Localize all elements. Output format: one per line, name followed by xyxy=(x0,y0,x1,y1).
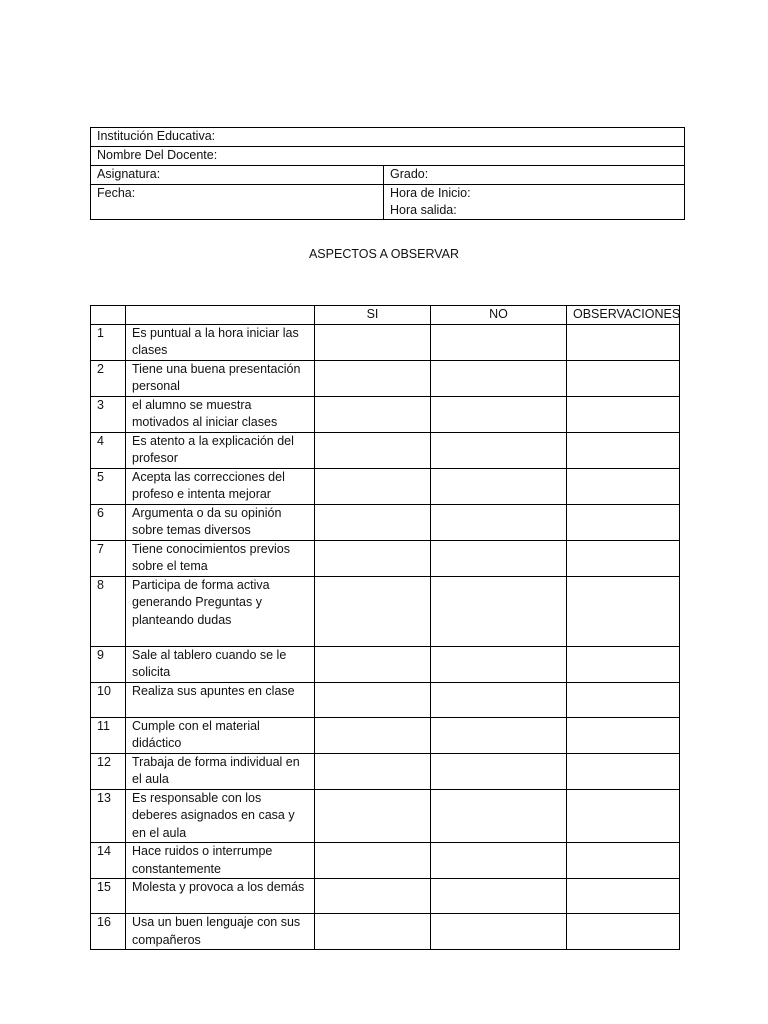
hora-salida-field[interactable]: Hora salida: xyxy=(390,203,457,217)
no-cell[interactable] xyxy=(431,540,567,576)
row-aspect-text: Cumple con el material didáctico xyxy=(126,717,315,753)
si-cell[interactable] xyxy=(315,717,431,753)
header-row-institucion xyxy=(91,128,685,147)
row-number: 13 xyxy=(91,789,126,843)
observaciones-cell[interactable] xyxy=(567,646,680,682)
row-number: 7 xyxy=(91,540,126,576)
row-number: 3 xyxy=(91,396,126,432)
row-number: 15 xyxy=(91,879,126,914)
table-row xyxy=(91,879,680,914)
row-number: 16 xyxy=(91,914,126,950)
si-cell[interactable] xyxy=(315,753,431,789)
row-number: 9 xyxy=(91,646,126,682)
no-cell[interactable] xyxy=(431,914,567,950)
no-cell[interactable] xyxy=(431,468,567,504)
si-cell[interactable] xyxy=(315,540,431,576)
no-cell[interactable] xyxy=(431,682,567,717)
no-cell[interactable] xyxy=(431,717,567,753)
no-cell[interactable] xyxy=(431,843,567,879)
observaciones-cell[interactable] xyxy=(567,540,680,576)
row-aspect-text: Hace ruidos o interrumpe constantemente xyxy=(126,843,315,879)
row-aspect-text: Molesta y provoca a los demás xyxy=(126,879,315,914)
table-header-row xyxy=(91,306,680,325)
table-row xyxy=(91,682,680,717)
institucion-field[interactable]: Institución Educativa: xyxy=(91,128,685,147)
header-info-table xyxy=(90,127,685,220)
no-cell[interactable] xyxy=(431,360,567,396)
si-cell[interactable] xyxy=(315,789,431,843)
observaciones-cell[interactable] xyxy=(567,396,680,432)
row-aspect-text: Es puntual a la hora iniciar las clases xyxy=(126,324,315,360)
observaciones-cell[interactable] xyxy=(567,682,680,717)
hora-inicio-field[interactable]: Hora de Inicio: xyxy=(390,186,471,200)
row-number: 6 xyxy=(91,504,126,540)
table-row xyxy=(91,504,680,540)
row-aspect-text: Es atento a la explicación del profesor xyxy=(126,432,315,468)
observaciones-cell[interactable] xyxy=(567,753,680,789)
observaciones-cell[interactable] xyxy=(567,324,680,360)
table-row xyxy=(91,432,680,468)
si-cell[interactable] xyxy=(315,576,431,646)
si-cell[interactable] xyxy=(315,646,431,682)
si-cell[interactable] xyxy=(315,360,431,396)
table-row xyxy=(91,753,680,789)
no-cell[interactable] xyxy=(431,646,567,682)
no-cell[interactable] xyxy=(431,753,567,789)
table-row xyxy=(91,789,680,843)
si-cell[interactable] xyxy=(315,914,431,950)
no-cell[interactable] xyxy=(431,576,567,646)
si-cell[interactable] xyxy=(315,879,431,914)
table-row xyxy=(91,646,680,682)
table-row xyxy=(91,717,680,753)
observaciones-cell[interactable] xyxy=(567,432,680,468)
row-number: 1 xyxy=(91,324,126,360)
row-aspect-text: Acepta las correcciones del profeso e intenta mejorar xyxy=(126,468,315,504)
no-cell[interactable] xyxy=(431,396,567,432)
no-cell[interactable] xyxy=(431,504,567,540)
row-number: 12 xyxy=(91,753,126,789)
row-aspect-text: el alumno se muestra motivados al iniciar clases xyxy=(126,396,315,432)
row-number: 4 xyxy=(91,432,126,468)
observation-table xyxy=(90,305,680,950)
row-aspect-text: Sale al tablero cuando se le solicita xyxy=(126,646,315,682)
observaciones-cell[interactable] xyxy=(567,914,680,950)
header-row-docente xyxy=(91,147,685,166)
no-cell[interactable] xyxy=(431,879,567,914)
column-header-observaciones: OBSERVACIONES xyxy=(567,306,680,325)
observaciones-cell[interactable] xyxy=(567,576,680,646)
row-aspect-text: Tiene conocimientos previos sobre el tema xyxy=(126,540,315,576)
row-aspect-text: Usa un buen lenguaje con sus compañeros xyxy=(126,914,315,950)
row-aspect-text: Realiza sus apuntes en clase xyxy=(126,682,315,717)
si-cell[interactable] xyxy=(315,504,431,540)
hora-cell xyxy=(384,185,685,220)
row-aspect-text: Tiene una buena presentación personal xyxy=(126,360,315,396)
docente-field[interactable]: Nombre Del Docente: xyxy=(91,147,685,166)
row-aspect-text: Argumenta o da su opinión sobre temas diversos xyxy=(126,504,315,540)
observaciones-cell[interactable] xyxy=(567,468,680,504)
table-row xyxy=(91,914,680,950)
section-title: ASPECTOS A OBSERVAR xyxy=(308,247,460,261)
observaciones-cell[interactable] xyxy=(567,504,680,540)
no-cell[interactable] xyxy=(431,789,567,843)
row-number: 8 xyxy=(91,576,126,646)
grado-field[interactable]: Grado: xyxy=(384,166,685,185)
row-aspect-text: Participa de forma activa generando Preguntas y planteando dudas xyxy=(126,576,315,646)
header-row-asignatura xyxy=(91,166,685,185)
row-number: 11 xyxy=(91,717,126,753)
table-row xyxy=(91,540,680,576)
row-number: 10 xyxy=(91,682,126,717)
table-body xyxy=(91,324,680,950)
observaciones-cell[interactable] xyxy=(567,843,680,879)
si-cell[interactable] xyxy=(315,468,431,504)
asignatura-field[interactable]: Asignatura: xyxy=(91,166,384,185)
observaciones-cell[interactable] xyxy=(567,717,680,753)
table-row xyxy=(91,396,680,432)
header-row-fecha xyxy=(91,185,685,220)
row-number: 14 xyxy=(91,843,126,879)
row-aspect-text: Trabaja de forma individual en el aula xyxy=(126,753,315,789)
observaciones-cell[interactable] xyxy=(567,360,680,396)
si-cell[interactable] xyxy=(315,682,431,717)
row-number: 2 xyxy=(91,360,126,396)
column-header-si: SI xyxy=(315,306,431,325)
no-cell[interactable] xyxy=(431,324,567,360)
si-cell[interactable] xyxy=(315,396,431,432)
observaciones-cell[interactable] xyxy=(567,879,680,914)
fecha-field[interactable]: Fecha: xyxy=(91,185,384,220)
no-cell[interactable] xyxy=(431,432,567,468)
table-row xyxy=(91,468,680,504)
observaciones-cell[interactable] xyxy=(567,789,680,843)
column-header-aspect xyxy=(126,306,315,325)
si-cell[interactable] xyxy=(315,843,431,879)
column-header-num xyxy=(91,306,126,325)
row-aspect-text: Es responsable con los deberes asignados en casa y en el aula xyxy=(126,789,315,843)
table-row xyxy=(91,843,680,879)
si-cell[interactable] xyxy=(315,432,431,468)
si-cell[interactable] xyxy=(315,324,431,360)
column-header-no: NO xyxy=(431,306,567,325)
table-row xyxy=(91,576,680,646)
table-row xyxy=(91,360,680,396)
row-number: 5 xyxy=(91,468,126,504)
table-row xyxy=(91,324,680,360)
